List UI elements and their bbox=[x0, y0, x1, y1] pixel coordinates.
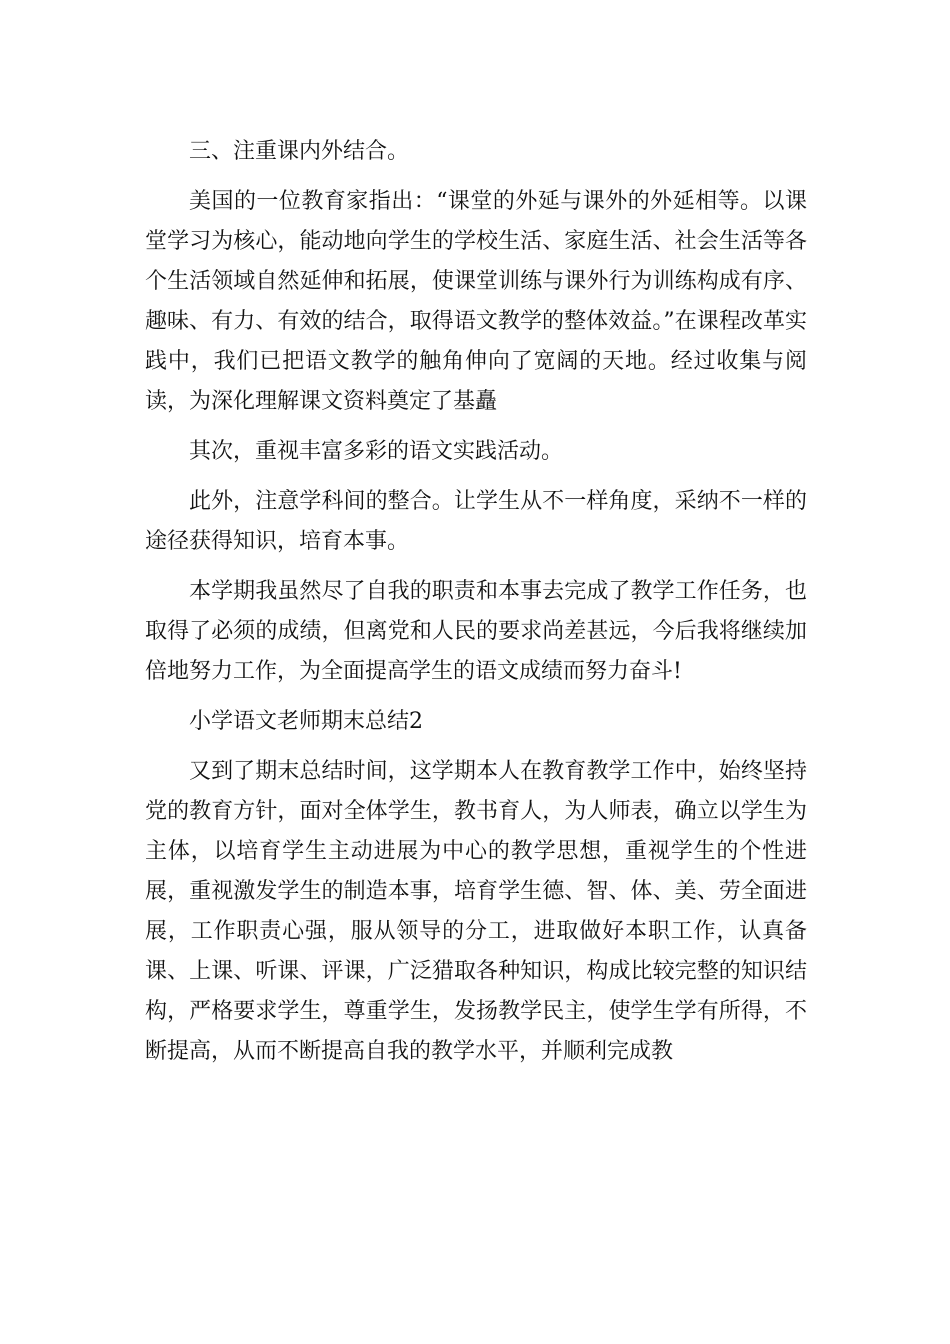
document-body bbox=[145, 132, 807, 1082]
paragraph-educator-quote: 美国的一位教育家指出：“课堂的外延与课外的外延相等。以课堂学习为核心，能动地向学生的学校生活、家庭生活、社会生活等各个生活领域自然延伸和拓展，使课堂训练与课外行为训练构成有序、趣味、有力、有效的结合，取得语文教学的整体效益。”在课程改革实践中，我们已把语文教学的触角伸向了宽阔的天地。经过收集与阅读，为深化理解课文资料奠定了基矗 bbox=[145, 189, 807, 414]
paragraph-heading-section-three: 三、注重课内外结合。 bbox=[189, 139, 410, 164]
paragraph-practice-activities: 其次，重视丰富多彩的语文实践活动。 bbox=[189, 439, 564, 464]
paragraph-semester-conclusion: 本学期我虽然尽了自我的职责和本事去完成了教学工作任务，也取得了必须的成绩，但离党和人民的要求尚差甚远，今后我将继续加倍地努力工作，为全面提高学生的语文成绩而努力奋斗! bbox=[145, 579, 807, 684]
paragraph-summary-2-body: 又到了期末总结时间，这学期本人在教育教学工作中，始终坚持党的教育方针，面对全体学生，教书育人，为人师表，确立以学生为主体，以培育学生主动进展为中心的教学思想，重视学生的个性进展，重视激发学生的制造本事，培育学生德、智、体、美、劳全面进展，工作职责心强，服从领导的分工，进取做好本职工作，认真备课、上课、听课、评课，广泛猎取各种知识，构成比较完整的知识结构，严格要求学生，尊重学生，发扬教学民主，使学生学有所得，不断提高，从而不断提高自我的教学水平，并顺利完成教 bbox=[145, 759, 807, 1064]
paragraph-subject-integration: 此外，注意学科间的整合。让学生从不一样角度，采纳不一样的途径获得知识，培育本事。 bbox=[145, 489, 807, 554]
section-title-summary-2: 小学语文老师期末总结2 bbox=[189, 709, 423, 734]
